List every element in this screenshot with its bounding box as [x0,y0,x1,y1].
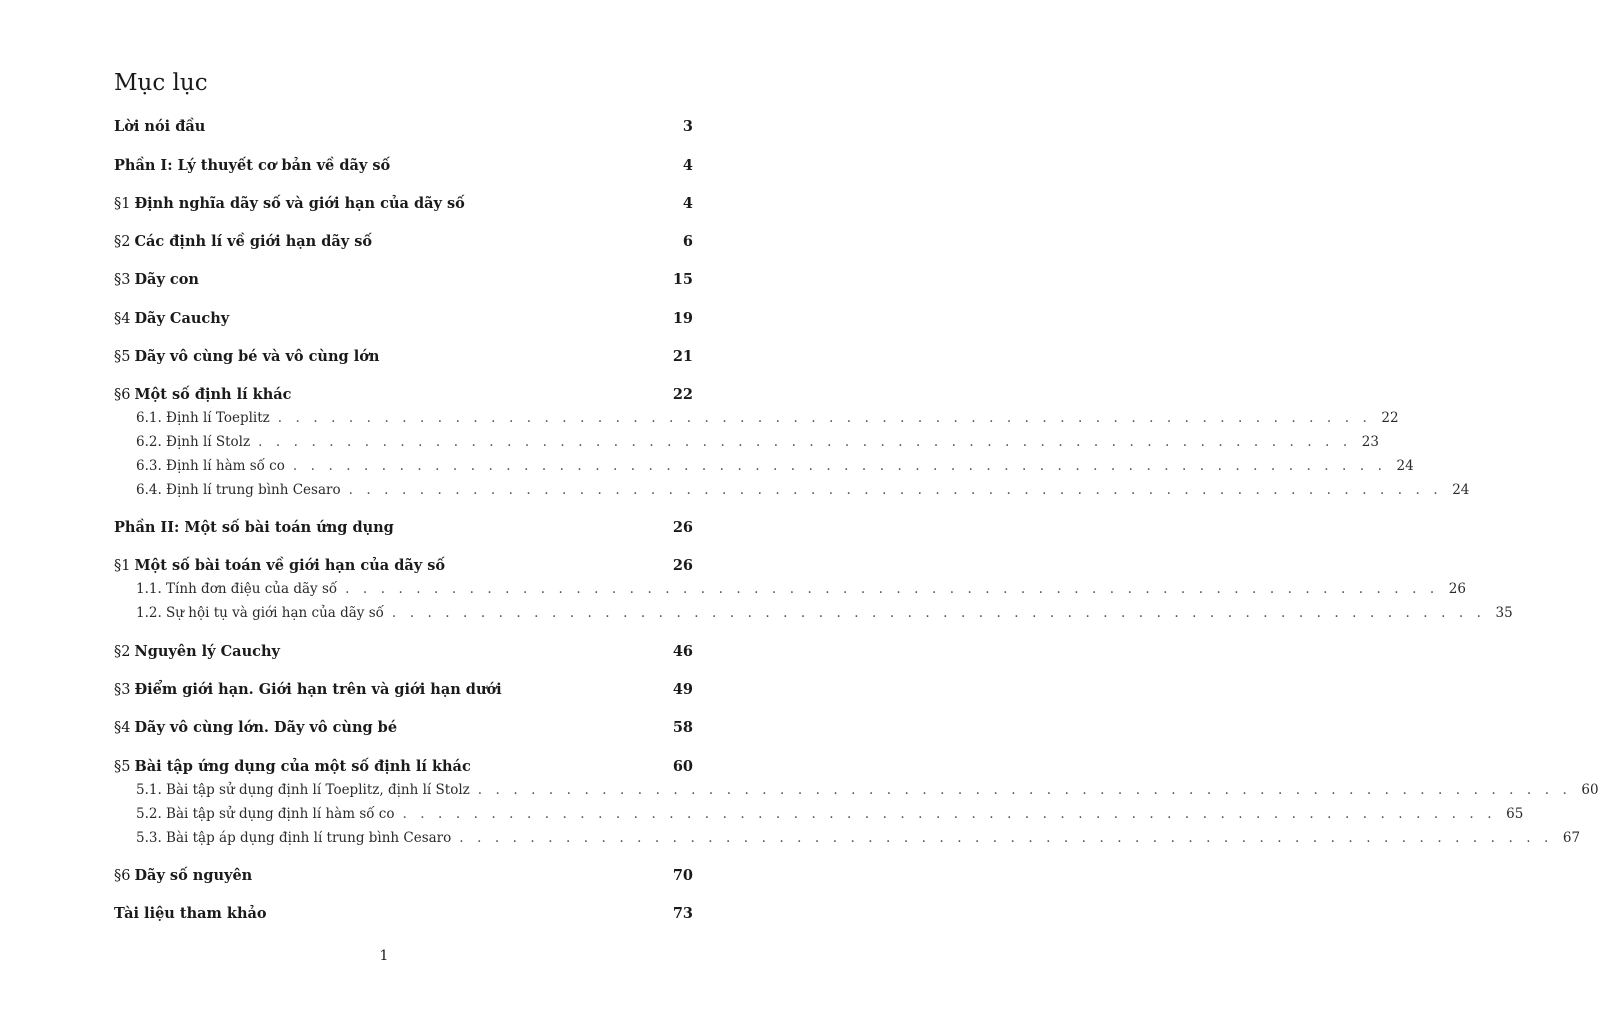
toc-entry[interactable] [114,557,693,574]
entry-page: 6 [682,233,693,250]
entry-label: Nguyên lý Cauchy [134,643,280,660]
entry-page: 4 [682,157,693,174]
section-mark: §5 [114,759,131,775]
subentry-label: 1.1. Tính đơn điệu của dãy số [136,581,338,597]
subentry-page: 26 [1448,581,1466,597]
entry-page: 49 [672,681,693,698]
entry-label: Dãy Cauchy [134,310,230,327]
toc-entry[interactable] [114,271,693,288]
entry-page: 46 [672,643,693,660]
section-mark: §2 [114,234,131,250]
entry-label: Các định lí về giới hạn dãy số [134,233,373,250]
subentry-label: 6.2. Định lí Stolz [136,434,251,450]
section-mark: §4 [114,720,131,736]
toc-subentry[interactable] [136,482,1470,498]
toc-subentry[interactable] [136,458,1414,474]
subentry-page: 24 [1396,458,1414,474]
section-mark: §1 [114,196,131,212]
subentry-page: 60 [1581,782,1599,798]
dot-leader: . . . . . . . . . . . . . . . . . . . . . . . . . . . . . . . . . . . . . . . . . . . . . . . . . . . . . . . . . . . . . . [345,581,1439,597]
entry-page: 26 [672,557,693,574]
entry-page: 21 [672,348,693,365]
section-mark: §3 [114,682,131,698]
toc-subentry[interactable] [136,806,1524,822]
dot-leader: . . . . . . . . . . . . . . . . . . . . . . . . . . . . . . . . . . . . . . . . . . . . . . . . . . . . . . . . . . . . . . [258,434,1352,450]
toc-entry[interactable] [114,905,693,922]
entry-page: 4 [682,195,693,212]
toc-entry[interactable] [114,310,693,327]
subentry-label: 5.1. Bài tập sử dụng định lí Toeplitz, định lí Stolz [136,782,470,798]
subentry-page: 23 [1361,434,1379,450]
toc-entry[interactable] [114,348,693,365]
toc-entry[interactable] [114,867,693,884]
entry-page: 3 [682,118,693,135]
subentry-page: 22 [1381,410,1399,426]
entry-label: Định nghĩa dãy số và giới hạn của dãy số [134,195,465,212]
section-mark: §3 [114,272,131,288]
entry-page: 70 [672,867,693,884]
section-mark: §6 [114,387,131,403]
entry-label: Một số bài toán về giới hạn của dãy số [134,557,446,574]
dot-leader: . . . . . . . . . . . . . . . . . . . . . . . . . . . . . . . . . . . . . . . . . . . . . . . . . . . . . . . . . . . . . . [459,830,1553,846]
subentry-page: 67 [1562,830,1581,846]
toc-subentry[interactable] [136,830,1581,846]
entry-label: Phần II: Một số bài toán ứng dụng [114,519,394,536]
section-mark: §4 [114,311,131,327]
toc-subentry[interactable] [136,434,1379,450]
toc-subentry[interactable] [136,410,1399,426]
dot-leader: . . . . . . . . . . . . . . . . . . . . . . . . . . . . . . . . . . . . . . . . . . . . . . . . . . . . . . . . . . . . . . [477,782,1572,798]
dot-leader: . . . . . . . . . . . . . . . . . . . . . . . . . . . . . . . . . . . . . . . . . . . . . . . . . . . . . . . . . . . . . . [277,410,1372,426]
entry-label: Dãy con [134,271,199,288]
entry-label: Điểm giới hạn. Giới hạn trên và giới hạn dưới [134,681,502,698]
toc-entry[interactable] [114,233,693,250]
toc-entry[interactable] [114,157,693,174]
toc-entry[interactable] [114,386,693,403]
entry-label: Dãy vô cùng lớn. Dãy vô cùng bé [134,719,398,736]
entry-label: Bài tập ứng dụng của một số định lí khác [134,758,471,775]
toc-subentry[interactable] [136,605,1513,621]
toc-entry[interactable] [114,195,693,212]
subentry-page: 35 [1495,605,1513,621]
subentry-label: 5.2. Bài tập sử dụng định lí hàm số co [136,806,395,822]
toc-subentry[interactable] [136,782,1599,798]
entry-label: Tài liệu tham khảo [114,905,267,922]
entry-page: 22 [672,386,693,403]
section-mark: §1 [114,558,131,574]
subentry-page: 24 [1452,482,1470,498]
entry-label: Lời nói đầu [114,118,206,135]
subentry-label: 1.2. Sự hội tụ và giới hạn của dãy số [136,605,384,621]
subentry-page: 65 [1506,806,1524,822]
entry-label: Dãy vô cùng bé và vô cùng lớn [134,348,380,365]
entry-page: 73 [672,905,693,922]
entry-label: Một số định lí khác [134,386,292,403]
section-mark: §5 [114,349,131,365]
entry-page: 19 [672,310,693,327]
entry-page: 58 [672,719,693,736]
toc-entry[interactable] [114,719,693,736]
toc-entry[interactable] [114,643,693,660]
toc-entry[interactable] [114,519,693,536]
toc-title: Mục lục [114,70,208,96]
entry-page: 60 [672,758,693,775]
page-number: 1 [379,948,389,964]
section-mark: §6 [114,868,131,884]
toc-entry[interactable] [114,681,693,698]
subentry-label: 6.3. Định lí hàm số co [136,458,285,474]
entry-page: 26 [672,519,693,536]
dot-leader: . . . . . . . . . . . . . . . . . . . . . . . . . . . . . . . . . . . . . . . . . . . . . . . . . . . . . . . . . . . . . . [402,806,1497,822]
entry-page: 15 [672,271,693,288]
toc-subentry[interactable] [136,581,1466,597]
subentry-label: 6.4. Định lí trung bình Cesaro [136,482,341,498]
subentry-label: 5.3. Bài tập áp dụng định lí trung bình Cesaro [136,830,452,846]
dot-leader: . . . . . . . . . . . . . . . . . . . . . . . . . . . . . . . . . . . . . . . . . . . . . . . . . . . . . . . . . . . . . . [292,458,1387,474]
toc-entry[interactable] [114,118,693,135]
dot-leader: . . . . . . . . . . . . . . . . . . . . . . . . . . . . . . . . . . . . . . . . . . . . . . . . . . . . . . . . . . . . . . [391,605,1486,621]
entry-label: Dãy số nguyên [134,867,253,884]
entry-label: Phần I: Lý thuyết cơ bản về dãy số [114,157,391,174]
toc-entry[interactable] [114,758,693,775]
section-mark: §2 [114,644,131,660]
subentry-label: 6.1. Định lí Toeplitz [136,410,270,426]
dot-leader: . . . . . . . . . . . . . . . . . . . . . . . . . . . . . . . . . . . . . . . . . . . . . . . . . . . . . . . . . . . . . . [348,482,1443,498]
